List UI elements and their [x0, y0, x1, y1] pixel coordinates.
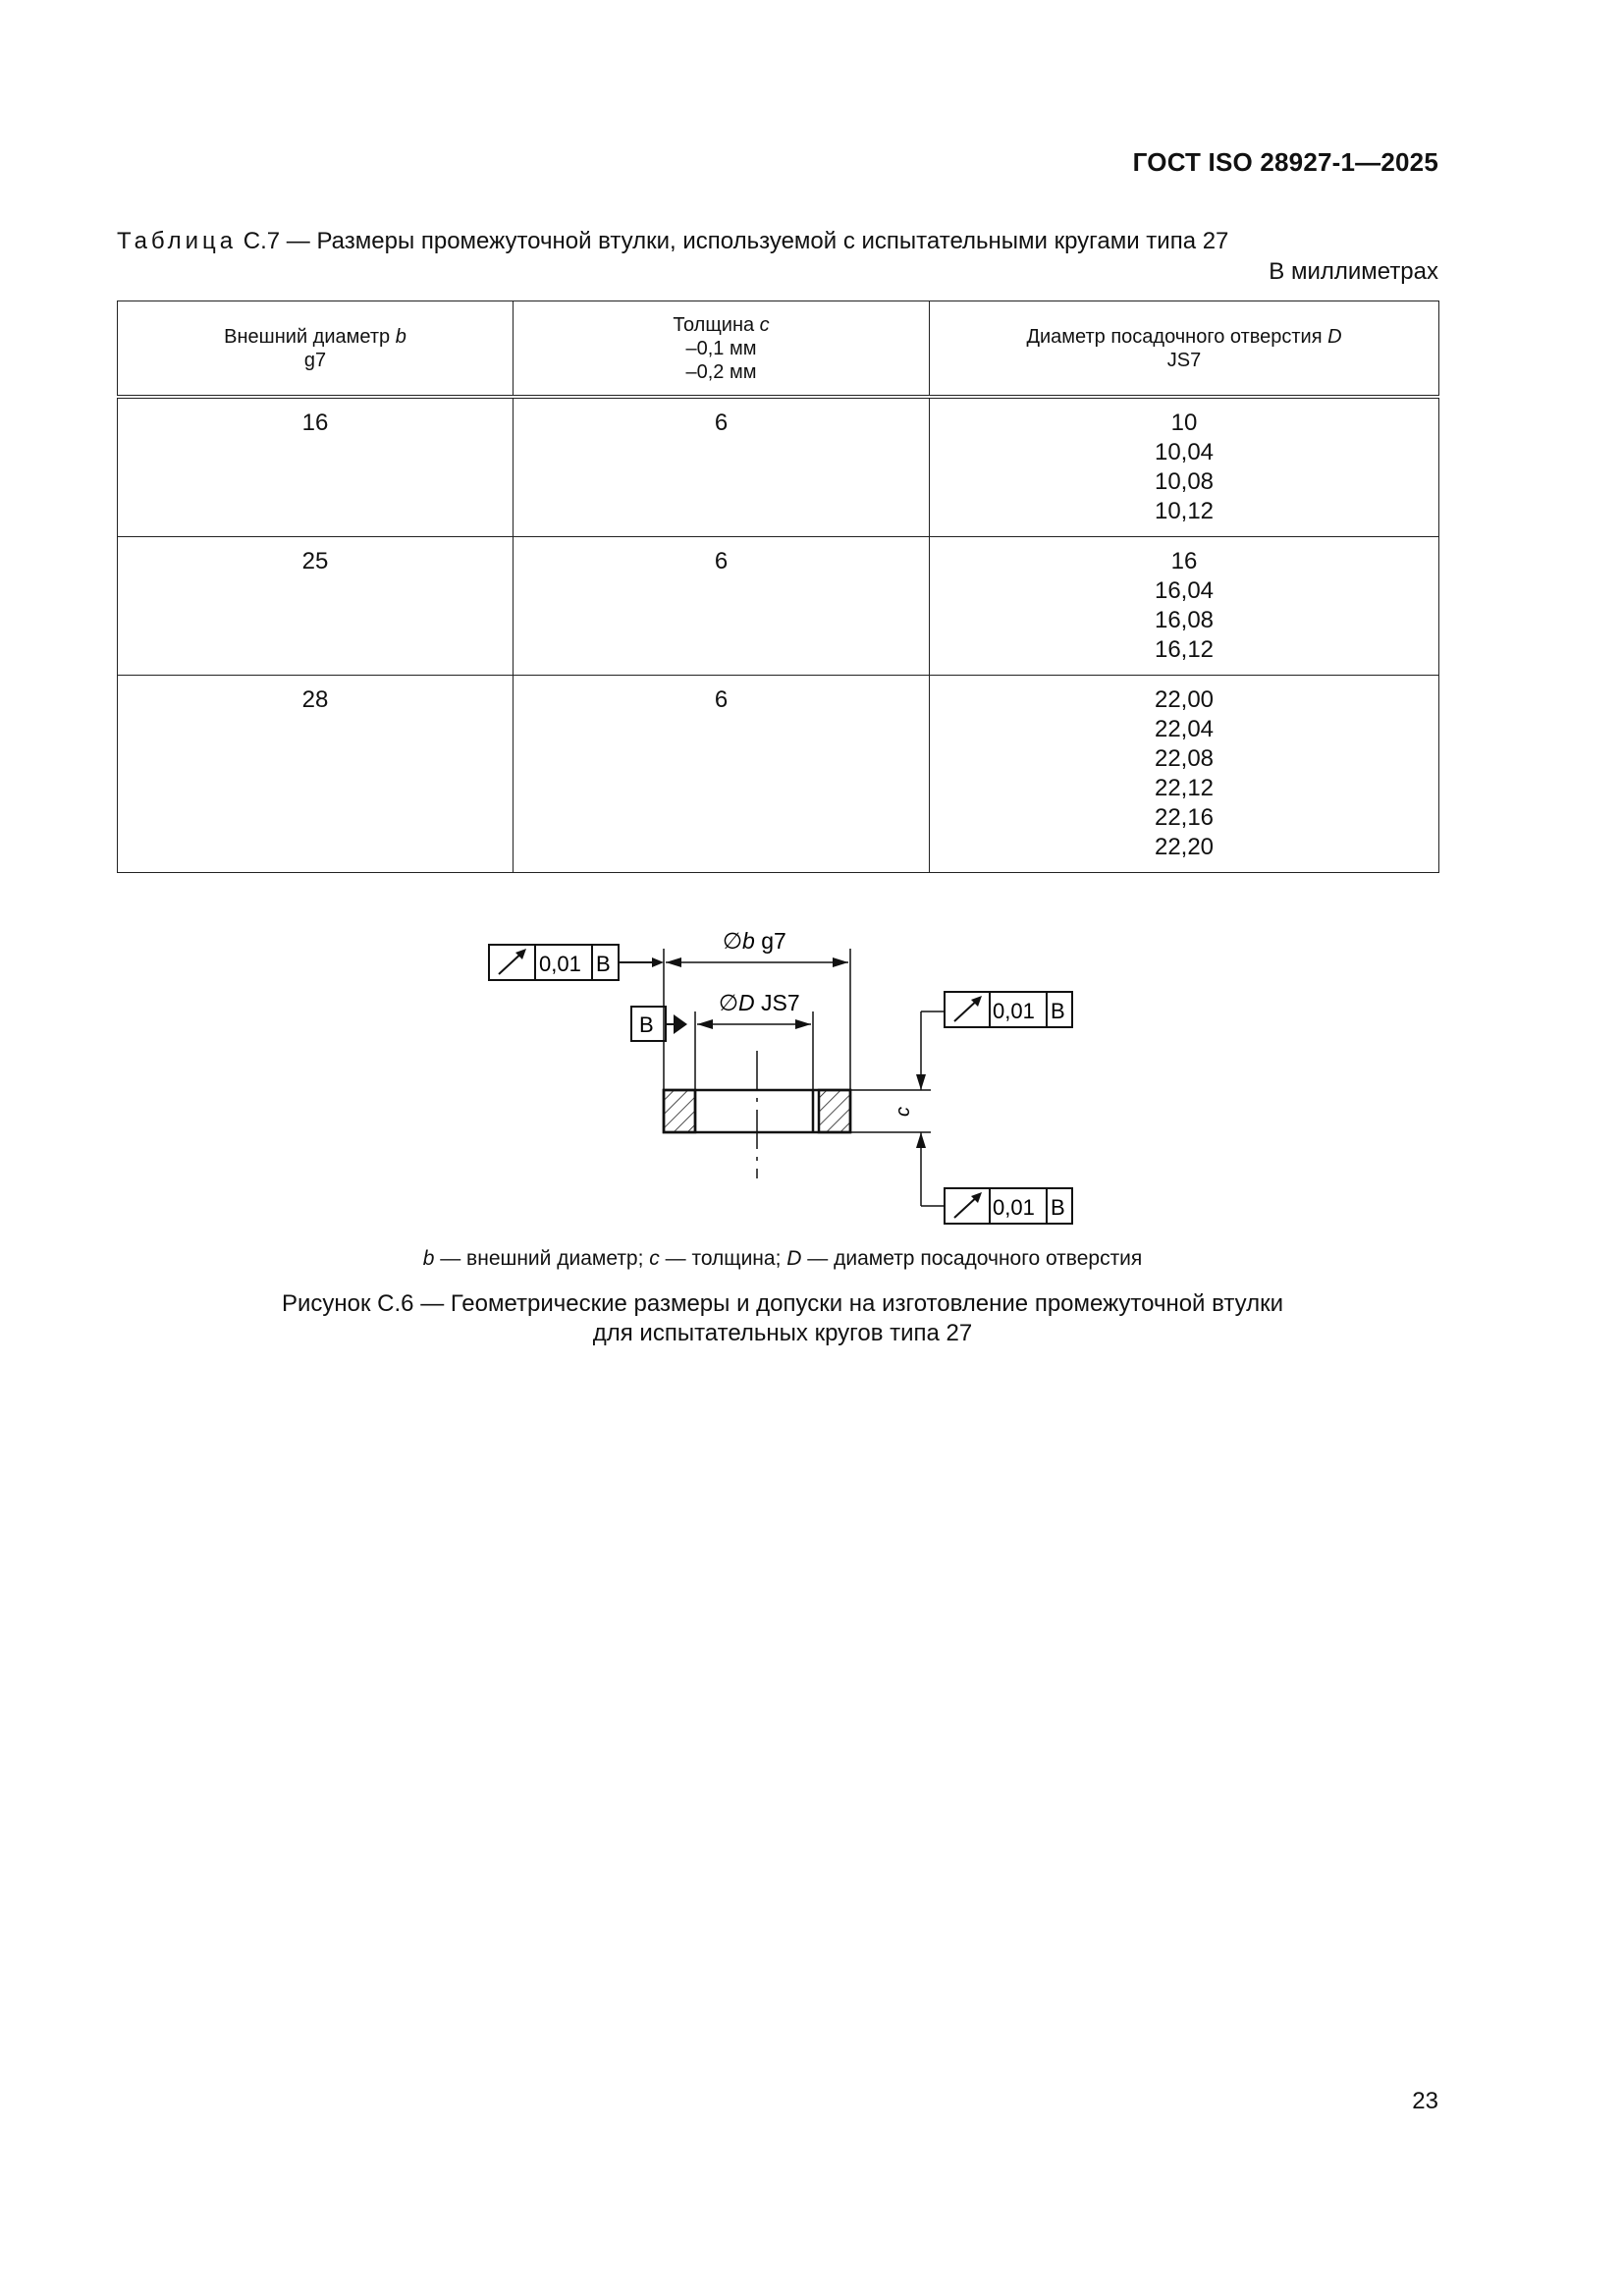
bore-value: 16,12	[1154, 636, 1215, 663]
datum-ref: B	[1051, 1195, 1065, 1220]
runout-arrow-icon	[954, 996, 982, 1021]
bore-value: 16	[1170, 548, 1198, 574]
page-number: 23	[1412, 2088, 1438, 2114]
datum-b-box	[631, 1007, 687, 1041]
tol-value: 0,01	[539, 952, 581, 976]
header-thickness-tol-lower: –0,2 мм	[685, 360, 757, 383]
legend-c-var: c	[649, 1247, 660, 1270]
thickness-dimension	[850, 1011, 931, 1206]
tol-value: 0,01	[993, 1195, 1035, 1220]
spacer-cross-section	[664, 1051, 850, 1178]
dim-c-label: c	[893, 1107, 914, 1117]
runout-tolerance-frame-right-upper	[921, 992, 1072, 1027]
legend-b-var: b	[422, 1247, 435, 1270]
bore-value: 16,04	[1154, 577, 1215, 604]
dim-D-label: ∅D JS7	[719, 990, 800, 1015]
header-outer-var: b	[395, 325, 406, 348]
bore-diameter-dimension	[695, 990, 813, 1090]
header-outer-text: Внешний диаметр	[224, 325, 396, 348]
cell-thickness: 6	[514, 676, 930, 873]
legend-b-text: — внешний диаметр;	[434, 1247, 650, 1270]
bore-value: 10,12	[1154, 498, 1215, 524]
dim-b-label: ∅b g7	[723, 928, 786, 954]
figure-caption-line1: Рисунок С.6 — Геометрические размеры и допуски на изготовление промежуточной втулки	[282, 1290, 1283, 1317]
bore-value: 10	[1170, 410, 1198, 436]
bore-value: 22,16	[1154, 804, 1215, 831]
bore-value: 22,00	[1154, 686, 1215, 713]
datum-label: B	[639, 1012, 654, 1037]
header-thickness-var: c	[759, 313, 770, 336]
runout-arrow-icon	[499, 949, 526, 974]
bore-value: 22,08	[1154, 745, 1215, 772]
header-bore-text: Диаметр посадочного отверстия	[1026, 325, 1328, 348]
runout-tolerance-frame-top	[489, 945, 664, 980]
header-bore-var: D	[1327, 325, 1342, 348]
bore-value: 22,04	[1154, 716, 1215, 742]
legend-D-var: D	[786, 1247, 802, 1270]
cell-outer: 25	[118, 537, 514, 676]
cell-thickness: 6	[514, 397, 930, 537]
figure-caption-line2: для испытательных кругов типа 27	[592, 1320, 973, 1346]
document-header: ГОСТ ISO 28927-1—2025	[1132, 147, 1438, 177]
table-caption-text: С.7 — Размеры промежуточной втулки, используемой с испытательными кругами типа 27	[237, 228, 1229, 254]
runout-arrow-icon	[954, 1192, 982, 1218]
bore-value: 22,20	[1154, 834, 1215, 860]
cell-outer: 16	[118, 397, 514, 537]
legend-c-text: — толщина;	[659, 1247, 787, 1270]
header-outer-tol: g7	[303, 349, 327, 371]
bore-value: 10,04	[1154, 439, 1215, 465]
bore-value: 22,12	[1154, 775, 1215, 801]
datum-ref: B	[1051, 999, 1065, 1023]
figure-legend	[0, 1247, 1565, 1271]
header-bore-tol: JS7	[1166, 349, 1202, 371]
header-thickness-text: Толщина	[673, 313, 760, 336]
header-thickness-tol-upper: –0,1 мм	[685, 337, 757, 359]
legend-D-text: — диаметр посадочного отверстия	[801, 1247, 1143, 1270]
tol-value: 0,01	[993, 999, 1035, 1023]
cell-outer: 28	[118, 676, 514, 873]
datum-ref: B	[596, 952, 611, 976]
figure-caption	[0, 1289, 1565, 1348]
cell-thickness: 6	[514, 537, 930, 676]
runout-tolerance-frame-right-lower	[921, 1188, 1072, 1224]
table-caption-word: Таблица	[117, 228, 238, 254]
bore-value: 16,08	[1154, 607, 1215, 633]
bore-value: 10,08	[1154, 468, 1215, 495]
table-units: В миллиметрах	[1269, 258, 1438, 285]
